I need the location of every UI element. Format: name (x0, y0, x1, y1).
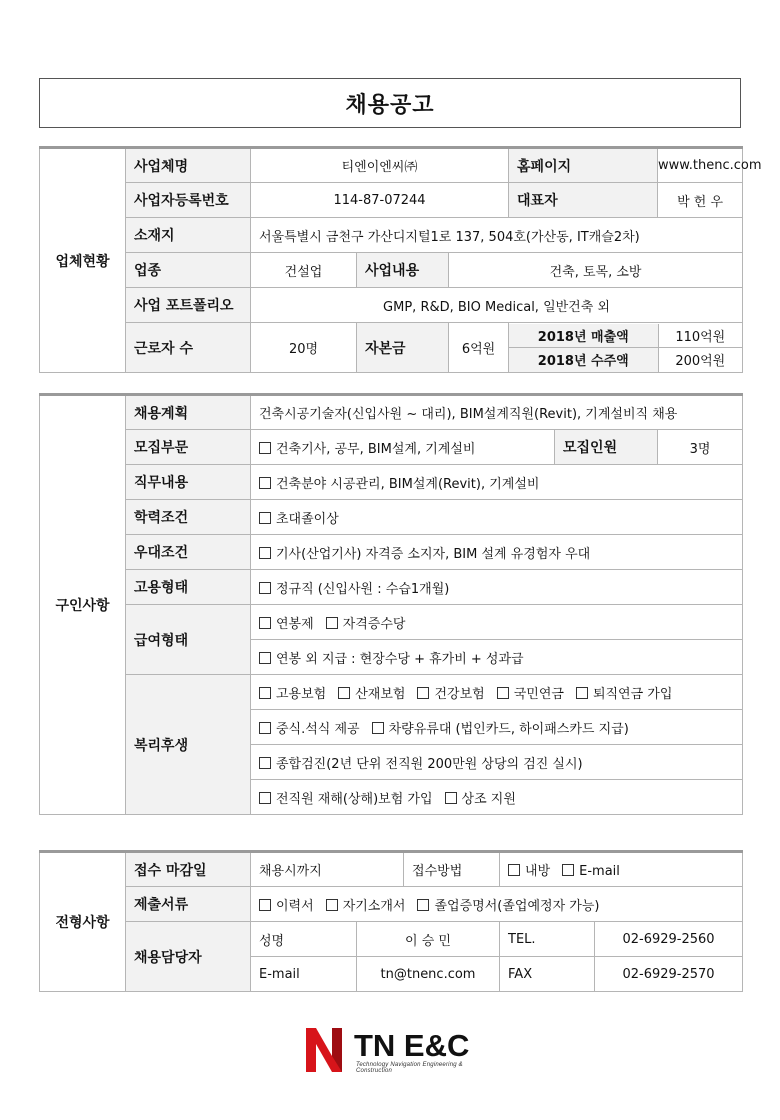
welfare-checkup-text: 종합검진(2년 단위 전직원 200만원 상당의 검진 실시) (276, 756, 583, 772)
email-label: E-mail (251, 957, 357, 992)
salary-label: 급여형태 (126, 605, 251, 675)
recruit-category: 구인사항 (40, 395, 126, 815)
orders-label: 2018년 수주액 (509, 348, 658, 372)
industry-value: 건설업 (251, 253, 357, 288)
salary-license-text: 자격증수당 (342, 616, 406, 632)
fax-label: FAX (500, 957, 595, 992)
contact-name-label: 성명 (251, 922, 357, 957)
contact-name-value: 이 승 민 (357, 922, 500, 957)
dept-label: 모집부문 (126, 430, 251, 465)
deadline-label: 접수 마감일 (126, 852, 251, 887)
docs-label: 제출서류 (126, 887, 251, 922)
method-visit-checkbox[interactable] (508, 864, 520, 876)
plan-label: 채용계획 (126, 395, 251, 430)
headcount-label: 모집인원 (555, 430, 658, 465)
salary-annual-text: 연봉제 (276, 616, 314, 632)
docs-diploma-checkbox[interactable] (417, 899, 429, 911)
welfare-checkup-row (251, 745, 743, 780)
industry-label: 업종 (126, 253, 251, 288)
welfare-accident-checkbox[interactable] (259, 792, 271, 804)
welfare-industrial-ins-checkbox[interactable] (338, 687, 350, 699)
docs-item: 졸업증명서(졸업예정자 가능) (434, 898, 600, 914)
employment-text: 정규직 (신입사원 : 수습1개월) (276, 581, 450, 597)
welfare-meal-checkbox[interactable] (259, 722, 271, 734)
company-category: 업체현황 (40, 148, 126, 373)
welfare-accident-row (251, 780, 743, 815)
welfare-insurance-row (251, 675, 743, 710)
method-email-text: E-mail (579, 864, 620, 879)
employment-label: 고용형태 (126, 570, 251, 605)
duty-checkbox[interactable] (259, 477, 271, 489)
deadline-value: 채용시까지 (251, 852, 404, 887)
selection-category: 전형사항 (40, 852, 126, 992)
company-logo (302, 1024, 482, 1074)
docs-item: 이력서 (276, 898, 314, 914)
method-email-checkbox[interactable] (562, 864, 574, 876)
homepage-value (658, 148, 762, 183)
sales-value: 110억원 (658, 324, 742, 348)
selection-info-table (39, 850, 743, 992)
method-label: 접수방법 (404, 852, 500, 887)
capital-value: 6억원 (449, 323, 509, 373)
salary-extra (251, 640, 743, 675)
welfare-retirement-checkbox[interactable] (576, 687, 588, 699)
welfare-insurance-item: 산재보험 (355, 686, 406, 702)
regno-value: 114-87-07244 (251, 183, 509, 218)
tel-value: 02-6929-2560 (595, 922, 743, 957)
logo-tagline: Technology Navigation Engineering & Construction (356, 1062, 463, 1074)
address-value: 서울특별시 금천구 가산디지털1로 137, 504호(가산동, IT캐슬2차) (251, 218, 743, 253)
headcount-value: 3명 (658, 430, 743, 465)
business-value: 건축, 토목, 소방 (449, 253, 743, 288)
duty-label: 직무내용 (126, 465, 251, 500)
welfare-employment-ins-checkbox[interactable] (259, 687, 271, 699)
method-visit-text: 내방 (525, 864, 551, 879)
regno-label: 사업자등록번호 (126, 183, 251, 218)
recruit-info-table (39, 393, 743, 815)
tel-label: TEL. (500, 922, 595, 957)
salary-options (251, 605, 743, 640)
duty-value (251, 465, 743, 500)
employees-value: 20명 (251, 323, 357, 373)
ceo-label: 대표자 (509, 183, 658, 218)
fax-value: 02-6929-2570 (595, 957, 743, 992)
employment-checkbox[interactable] (259, 582, 271, 594)
duty-text: 건축분야 시공관리, BIM설계(Revit), 기계설비 (276, 476, 540, 492)
business-label: 사업내용 (357, 253, 449, 288)
sales-label: 2018년 매출액 (509, 324, 658, 348)
welfare-insurance-item: 국민연금 (513, 686, 564, 702)
homepage-label: 홈페이지 (509, 148, 658, 183)
homepage-link[interactable]: www.thenc.com (658, 158, 762, 173)
education-text: 초대졸이상 (276, 511, 339, 527)
ceo-value: 박 헌 우 (658, 183, 743, 218)
welfare-insurance-item: 퇴직연금 가입 (592, 686, 673, 702)
docs-item: 자기소개서 (342, 898, 406, 914)
page-title: 채용공고 (39, 78, 741, 128)
tn-logo-mark-icon (302, 1024, 348, 1074)
dept-value (251, 430, 555, 465)
welfare-car-text: 차량유류대 (법인카드, 하이패스카드 지급) (388, 721, 629, 737)
education-label: 학력조건 (126, 500, 251, 535)
welfare-insurance-item: 건강보험 (434, 686, 485, 702)
preference-text: 기사(산업기사) 자격증 소지자, BIM 설계 유경험자 우대 (276, 546, 591, 562)
salary-license-checkbox[interactable] (326, 617, 338, 629)
education-value (251, 500, 743, 535)
portfolio-label: 사업 포트폴리오 (126, 288, 251, 323)
email-link[interactable]: tn@tnenc.com (380, 966, 476, 982)
company-name-label: 사업체명 (126, 148, 251, 183)
company-info-table (39, 146, 762, 373)
welfare-label: 복리후생 (126, 675, 251, 815)
preference-checkbox[interactable] (259, 547, 271, 559)
employees-label: 근로자 수 (126, 323, 251, 373)
email-value (357, 957, 500, 992)
welfare-checkup-checkbox[interactable] (259, 757, 271, 769)
welfare-meal-text: 중식.석식 제공 (276, 721, 360, 737)
finance-cell (509, 323, 743, 373)
capital-label: 자본금 (357, 323, 449, 373)
welfare-pension-checkbox[interactable] (497, 687, 509, 699)
welfare-car-checkbox[interactable] (372, 722, 384, 734)
dept-text: 건축기사, 공무, BIM설계, 기계설비 (276, 441, 476, 457)
employment-value (251, 570, 743, 605)
docs-resume-checkbox[interactable] (259, 899, 271, 911)
address-label: 소재지 (126, 218, 251, 253)
education-checkbox[interactable] (259, 512, 271, 524)
docs-value (251, 887, 743, 922)
preference-value (251, 535, 743, 570)
welfare-meal-row (251, 710, 743, 745)
finance-table (509, 324, 742, 372)
contact-label: 채용담당자 (126, 922, 251, 992)
plan-value: 건축시공기술자(신입사원 ~ 대리), BIM설계직원(Revit), 기계설비직 채용 (251, 395, 743, 430)
welfare-insurance-item: 고용보험 (276, 686, 327, 702)
method-value (500, 852, 743, 887)
welfare-mutual-checkbox[interactable] (445, 792, 457, 804)
welfare-accident-text: 전직원 재해(상해)보험 가입 (276, 791, 433, 807)
docs-intro-checkbox[interactable] (326, 899, 338, 911)
logo-name: TN E&C (354, 1028, 470, 1063)
company-name: 티엔이엔씨㈜ (251, 148, 509, 183)
dept-checkbox[interactable] (259, 442, 271, 454)
portfolio-value: GMP, R&D, BIO Medical, 일반건축 외 (251, 288, 743, 323)
welfare-health-ins-checkbox[interactable] (417, 687, 429, 699)
salary-extra-checkbox[interactable] (259, 652, 271, 664)
welfare-mutual-text: 상조 지원 (461, 791, 516, 807)
preference-label: 우대조건 (126, 535, 251, 570)
salary-annual-checkbox[interactable] (259, 617, 271, 629)
salary-extra-text: 연봉 외 지급 : 현장수당 + 휴가비 + 성과급 (276, 651, 524, 667)
orders-value: 200억원 (658, 348, 742, 372)
